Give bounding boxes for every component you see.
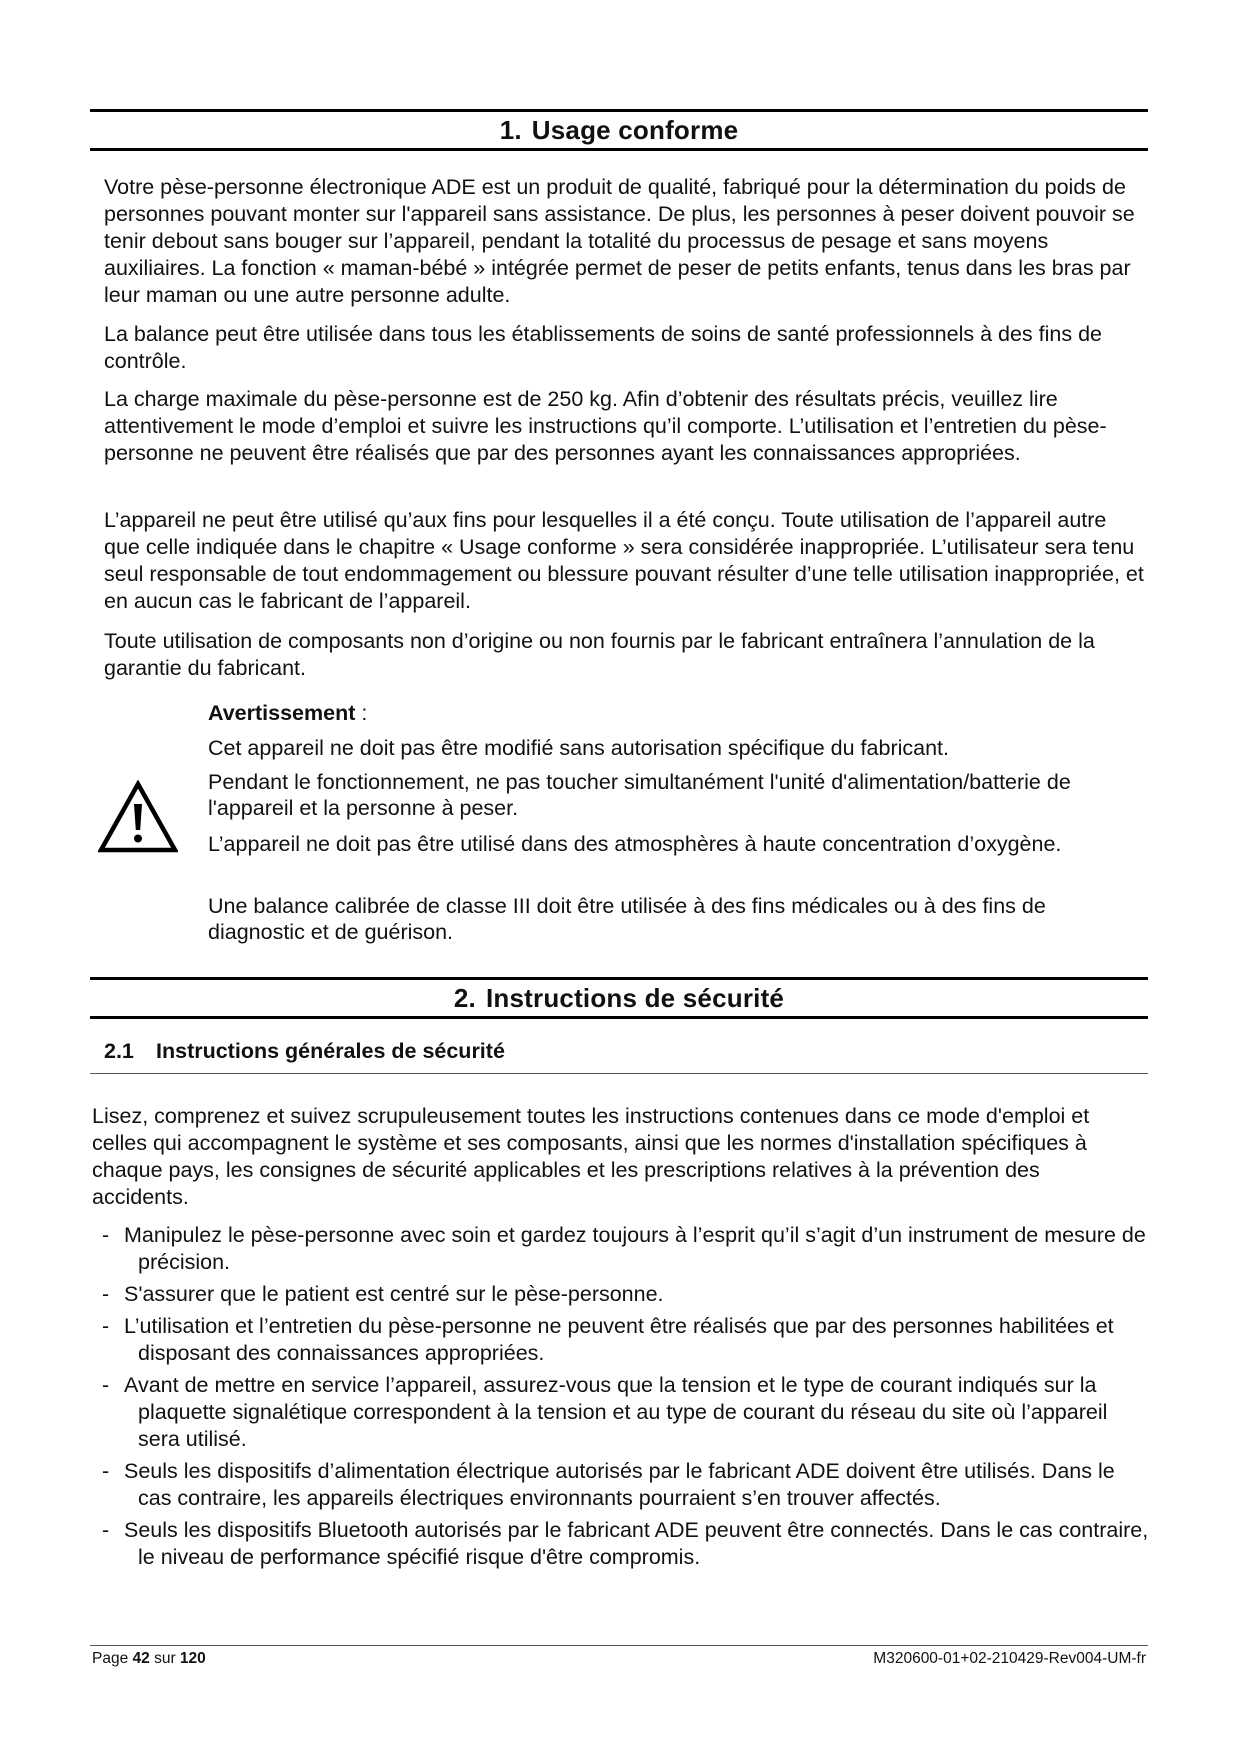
warning-triangle-icon [98,780,178,854]
subsection-2-1-number: 2.1 [104,1039,134,1063]
page-footer [90,1645,1148,1670]
bullet-dash: - [102,1459,110,1483]
section-1-heading [90,109,1148,151]
warning-item-1: Cet appareil ne doit pas être modifié sans autorisation spécifique du fabricant. [208,736,949,760]
page-prefix: Page [92,1650,133,1667]
section-1-paragraph-4: L’appareil ne peut être utilisé qu’aux fins pour lesquelles il a été conçu. Toute utilisation de l’appareil autre que celle indiquée dans le chapitre « Usage conforme » sera considérée inappropriée. L’utilisateur sera tenu seul responsable de tout endommagement ou blessure pouvant résulter d’une telle utilisation inappropriée, et en aucun cas le fabricant de l’appareil. [104,508,1144,613]
subsection-2-1-title [104,1039,505,1064]
bullet-dash: - [102,1223,110,1247]
section-2-intro: Lisez, comprenez et suivez scrupuleusement toutes les instructions contenues dans ce mode d'emploi et celles qui accompagnent le système et ses composants, ainsi que les normes d'installation spécifiques à chaque pays, les consignes de sécurité applicables et les prescriptions relatives à la prévention des accidents. [92,1104,1090,1209]
bullet-text: Manipulez le pèse-personne avec soin et gardez toujours à l’esprit qu’il s’agit d’un instrument de mesure de précision. [124,1223,1146,1274]
list-item [102,1458,1152,1512]
section-1-paragraph-5: Toute utilisation de composants non d’origine ou non fournis par le fabricant entraînera l’annulation de la garantie du fabricant. [104,629,1095,680]
safety-bullet-list [102,1222,1152,1576]
bullet-text: Seuls les dispositifs Bluetooth autorisés par le fabricant ADE peuvent être connectés. Dans le cas contraire, le niveau de performance spécifié risque d'être compromis. [124,1518,1149,1569]
bullet-text: S'assurer que le patient est centré sur le pèse-personne. [124,1282,664,1306]
section-1-paragraph-3: La charge maximale du pèse-personne est de 250 kg. Afin d’obtenir des résultats précis, veuillez lire attentivement le mode d’emploi et suivre les instructions qu’il comporte. L’utilisation et l’entretien du pèse-personne ne peuvent être réalisés que par des personnes ayant les connaissances appropriées. [104,387,1107,465]
section-1-number: 1. [499,115,522,145]
list-item [102,1222,1152,1276]
page-total: 120 [179,1650,206,1667]
list-item [102,1517,1152,1571]
bullet-dash: - [102,1518,110,1542]
bullet-dash: - [102,1314,110,1338]
section-2-heading [90,977,1148,1019]
bullet-text: L’utilisation et l’entretien du pèse-personne ne peuvent être réalisés que par des personnes habilitées et disposant des connaissances appropriées. [124,1314,1114,1365]
bullet-text: Avant de mettre en service l’appareil, assurez-vous que la tension et le type de courant indiqués sur la plaquette signalétique correspondent à la tension et au type de courant du réseau du site où l’appareil sera utilisé. [124,1373,1108,1451]
list-item [102,1281,1152,1308]
warning-item-2: Pendant le fonctionnement, ne pas toucher simultanément l'unité d'alimentation/batterie de l'appareil et la personne à peser. [208,770,1071,820]
section-1-paragraph-2: La balance peut être utilisée dans tous les établissements de soins de santé professionnels à des fins de contrôle. [104,322,1102,373]
bullet-text: Seuls les dispositifs d’alimentation électrique autorisés par le fabricant ADE doivent être utilisés. Dans le cas contraire, les appareils électriques environnants pourraient s’en trouver affectés. [124,1459,1115,1510]
list-item [102,1372,1152,1453]
section-2-title [90,983,1148,1014]
warning-item-4: Une balance calibrée de classe III doit être utilisée à des fins médicales ou à des fins de diagnostic et de guérison. [208,894,1046,944]
section-1-title [90,115,1148,146]
page-current: 42 [132,1650,150,1667]
bullet-dash: - [102,1282,110,1306]
warning-title: Avertissement [208,701,356,725]
subsection-2-1-title-text: Instructions générales de sécurité [156,1039,505,1063]
page-separator: sur [149,1650,180,1667]
section-1-paragraph-1: Votre pèse-personne électronique ADE est un produit de qualité, fabriqué pour la détermination du poids de personnes pouvant monter sur l'appareil sans assistance. De plus, les personnes à peser doivent pouvoir se tenir debout sans bouger sur l’appareil, pendant la totalité du processus de pesage et sans moyens auxiliaires. La fonction « maman-bébé » intégrée permet de peser de petits enfants, tenus dans les bras par leur maman ou une autre personne adulte. [104,175,1135,307]
warning-title-colon: : [355,701,368,725]
section-2-number: 2. [453,983,476,1013]
page-number [92,1650,206,1668]
section-2-title-text: Instructions de sécurité [485,983,785,1013]
section-1-title-text: Usage conforme [531,115,739,145]
list-item [102,1313,1152,1367]
bullet-dash: - [102,1373,110,1397]
warning-title-line [208,700,1148,726]
warning-item-3: L’appareil ne doit pas être utilisé dans des atmosphères à haute concentration d’oxygène. [208,832,1062,856]
document-reference: M320600-01+02-210429-Rev004-UM-fr [873,1650,1146,1667]
subsection-2-1-heading [90,1033,1148,1074]
